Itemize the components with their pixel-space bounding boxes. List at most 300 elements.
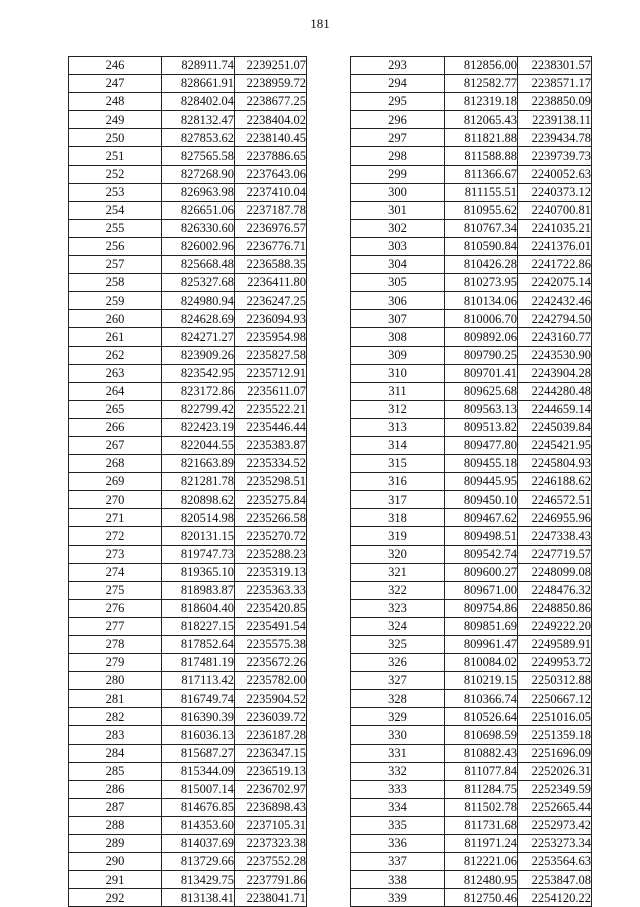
y-coordinate-cell: 2235954.98 xyxy=(235,328,307,346)
y-coordinate-cell: 2244659.14 xyxy=(518,400,592,418)
x-coordinate-cell: 817481.19 xyxy=(162,654,235,672)
x-coordinate-cell: 813429.75 xyxy=(162,871,235,889)
x-coordinate-cell: 824980.94 xyxy=(162,292,235,310)
point-number-cell: 280 xyxy=(69,672,162,690)
x-coordinate-cell: 809563.13 xyxy=(445,400,518,418)
table-row xyxy=(351,545,592,563)
table-row xyxy=(69,654,307,672)
table-row xyxy=(351,871,592,889)
table-row xyxy=(69,165,307,183)
x-coordinate-cell: 809498.51 xyxy=(445,527,518,545)
table-row xyxy=(69,93,307,111)
point-number-cell: 325 xyxy=(351,636,445,654)
point-number-cell: 268 xyxy=(69,455,162,473)
table-row xyxy=(69,418,307,436)
y-coordinate-cell: 2245804.93 xyxy=(518,455,592,473)
y-coordinate-cell: 2252026.31 xyxy=(518,762,592,780)
coordinate-table-left xyxy=(68,56,307,907)
point-number-cell: 313 xyxy=(351,418,445,436)
y-coordinate-cell: 2252973.42 xyxy=(518,816,592,834)
y-coordinate-cell: 2235611.07 xyxy=(235,382,307,400)
y-coordinate-cell: 2235288.23 xyxy=(235,545,307,563)
table-row xyxy=(351,382,592,400)
table-row xyxy=(69,491,307,509)
y-coordinate-cell: 2238677.25 xyxy=(235,93,307,111)
table-row xyxy=(69,237,307,255)
point-number-cell: 317 xyxy=(351,491,445,509)
x-coordinate-cell: 827853.62 xyxy=(162,129,235,147)
x-coordinate-cell: 809455.18 xyxy=(445,455,518,473)
table-row xyxy=(69,400,307,418)
table-row xyxy=(351,256,592,274)
table-row xyxy=(69,636,307,654)
x-coordinate-cell: 821663.89 xyxy=(162,455,235,473)
point-number-cell: 301 xyxy=(351,201,445,219)
x-coordinate-cell: 811821.88 xyxy=(445,129,518,147)
table-row xyxy=(351,780,592,798)
table-row xyxy=(351,726,592,744)
table-row xyxy=(69,816,307,834)
y-coordinate-cell: 2237105.31 xyxy=(235,816,307,834)
x-coordinate-cell: 814037.69 xyxy=(162,835,235,853)
x-coordinate-cell: 810219.15 xyxy=(445,672,518,690)
table-row xyxy=(351,708,592,726)
table-row xyxy=(351,400,592,418)
x-coordinate-cell: 828132.47 xyxy=(162,111,235,129)
y-coordinate-cell: 2245039.84 xyxy=(518,418,592,436)
y-coordinate-cell: 2249953.72 xyxy=(518,654,592,672)
table-row xyxy=(69,599,307,617)
table-row xyxy=(69,455,307,473)
point-number-cell: 304 xyxy=(351,256,445,274)
y-coordinate-cell: 2235270.72 xyxy=(235,527,307,545)
y-coordinate-cell: 2235446.44 xyxy=(235,418,307,436)
point-number-cell: 264 xyxy=(69,382,162,400)
table-row xyxy=(69,183,307,201)
x-coordinate-cell: 820514.98 xyxy=(162,509,235,527)
y-coordinate-cell: 2248850.86 xyxy=(518,599,592,617)
point-number-cell: 328 xyxy=(351,690,445,708)
x-coordinate-cell: 822799.42 xyxy=(162,400,235,418)
x-coordinate-cell: 822423.19 xyxy=(162,418,235,436)
y-coordinate-cell: 2241376.01 xyxy=(518,237,592,255)
y-coordinate-cell: 2235275.84 xyxy=(235,491,307,509)
x-coordinate-cell: 822044.55 xyxy=(162,436,235,454)
table-row xyxy=(351,292,592,310)
x-coordinate-cell: 810426.28 xyxy=(445,256,518,274)
y-coordinate-cell: 2253273.34 xyxy=(518,835,592,853)
y-coordinate-cell: 2235672.26 xyxy=(235,654,307,672)
y-coordinate-cell: 2239434.78 xyxy=(518,129,592,147)
point-number-cell: 262 xyxy=(69,346,162,364)
table-row xyxy=(69,509,307,527)
y-coordinate-cell: 2239138.11 xyxy=(518,111,592,129)
x-coordinate-cell: 811077.84 xyxy=(445,762,518,780)
point-number-cell: 320 xyxy=(351,545,445,563)
table-row xyxy=(69,219,307,237)
y-coordinate-cell: 2236702.97 xyxy=(235,780,307,798)
x-coordinate-cell: 820131.15 xyxy=(162,527,235,545)
table-row xyxy=(351,183,592,201)
y-coordinate-cell: 2251359.18 xyxy=(518,726,592,744)
x-coordinate-cell: 809477.80 xyxy=(445,436,518,454)
point-number-cell: 327 xyxy=(351,672,445,690)
x-coordinate-cell: 816036.13 xyxy=(162,726,235,744)
x-coordinate-cell: 827565.58 xyxy=(162,147,235,165)
x-coordinate-cell: 812319.18 xyxy=(445,93,518,111)
y-coordinate-cell: 2237410.04 xyxy=(235,183,307,201)
y-coordinate-cell: 2235334.52 xyxy=(235,455,307,473)
table-row xyxy=(69,835,307,853)
x-coordinate-cell: 809600.27 xyxy=(445,563,518,581)
table-row xyxy=(351,75,592,93)
point-number-cell: 303 xyxy=(351,237,445,255)
x-coordinate-cell: 828911.74 xyxy=(162,57,235,75)
point-number-cell: 279 xyxy=(69,654,162,672)
point-number-cell: 287 xyxy=(69,798,162,816)
table-row xyxy=(351,129,592,147)
point-number-cell: 310 xyxy=(351,364,445,382)
table-row xyxy=(69,328,307,346)
point-number-cell: 265 xyxy=(69,400,162,418)
table-row xyxy=(69,382,307,400)
x-coordinate-cell: 810698.59 xyxy=(445,726,518,744)
table-row xyxy=(351,491,592,509)
y-coordinate-cell: 2236347.15 xyxy=(235,744,307,762)
point-number-cell: 309 xyxy=(351,346,445,364)
y-coordinate-cell: 2240052.63 xyxy=(518,165,592,183)
x-coordinate-cell: 809851.69 xyxy=(445,617,518,635)
y-coordinate-cell: 2236094.93 xyxy=(235,310,307,328)
point-number-cell: 314 xyxy=(351,436,445,454)
table-row xyxy=(69,111,307,129)
x-coordinate-cell: 818983.87 xyxy=(162,581,235,599)
y-coordinate-cell: 2254120.22 xyxy=(518,889,592,907)
point-number-cell: 256 xyxy=(69,237,162,255)
y-coordinate-cell: 2252349.59 xyxy=(518,780,592,798)
y-coordinate-cell: 2248099.08 xyxy=(518,563,592,581)
point-number-cell: 300 xyxy=(351,183,445,201)
x-coordinate-cell: 810882.43 xyxy=(445,744,518,762)
point-number-cell: 278 xyxy=(69,636,162,654)
point-number-cell: 302 xyxy=(351,219,445,237)
x-coordinate-cell: 819365.10 xyxy=(162,563,235,581)
point-number-cell: 298 xyxy=(351,147,445,165)
table-row xyxy=(351,346,592,364)
x-coordinate-cell: 811284.75 xyxy=(445,780,518,798)
x-coordinate-cell: 811731.68 xyxy=(445,816,518,834)
point-number-cell: 337 xyxy=(351,853,445,871)
table-row xyxy=(69,563,307,581)
x-coordinate-cell: 813729.66 xyxy=(162,853,235,871)
y-coordinate-cell: 2241035.21 xyxy=(518,219,592,237)
y-coordinate-cell: 2248476.32 xyxy=(518,581,592,599)
point-number-cell: 307 xyxy=(351,310,445,328)
y-coordinate-cell: 2250312.88 xyxy=(518,672,592,690)
x-coordinate-cell: 812582.77 xyxy=(445,75,518,93)
y-coordinate-cell: 2247719.57 xyxy=(518,545,592,563)
table-row xyxy=(351,111,592,129)
table-row xyxy=(351,509,592,527)
point-number-cell: 334 xyxy=(351,798,445,816)
point-number-cell: 267 xyxy=(69,436,162,454)
y-coordinate-cell: 2238301.57 xyxy=(518,57,592,75)
table-row xyxy=(351,418,592,436)
x-coordinate-cell: 823909.26 xyxy=(162,346,235,364)
x-coordinate-cell: 809671.00 xyxy=(445,581,518,599)
x-coordinate-cell: 826963.98 xyxy=(162,183,235,201)
x-coordinate-cell: 809754.86 xyxy=(445,599,518,617)
x-coordinate-cell: 814353.60 xyxy=(162,816,235,834)
table-row xyxy=(351,219,592,237)
x-coordinate-cell: 812856.00 xyxy=(445,57,518,75)
point-number-cell: 276 xyxy=(69,599,162,617)
point-number-cell: 253 xyxy=(69,183,162,201)
x-coordinate-cell: 816749.74 xyxy=(162,690,235,708)
y-coordinate-cell: 2235420.85 xyxy=(235,599,307,617)
table-row xyxy=(351,636,592,654)
table-row xyxy=(351,690,592,708)
y-coordinate-cell: 2251016.05 xyxy=(518,708,592,726)
y-coordinate-cell: 2236247.25 xyxy=(235,292,307,310)
x-coordinate-cell: 817852.64 xyxy=(162,636,235,654)
point-number-cell: 321 xyxy=(351,563,445,581)
point-number-cell: 272 xyxy=(69,527,162,545)
y-coordinate-cell: 2242794.50 xyxy=(518,310,592,328)
point-number-cell: 319 xyxy=(351,527,445,545)
y-coordinate-cell: 2241722.86 xyxy=(518,256,592,274)
point-number-cell: 312 xyxy=(351,400,445,418)
x-coordinate-cell: 811155.51 xyxy=(445,183,518,201)
table-row xyxy=(69,708,307,726)
y-coordinate-cell: 2235712.91 xyxy=(235,364,307,382)
table-row xyxy=(69,147,307,165)
point-number-cell: 285 xyxy=(69,762,162,780)
y-coordinate-cell: 2250667.12 xyxy=(518,690,592,708)
y-coordinate-cell: 2251696.09 xyxy=(518,744,592,762)
y-coordinate-cell: 2238850.09 xyxy=(518,93,592,111)
table-row xyxy=(69,690,307,708)
y-coordinate-cell: 2243904.28 xyxy=(518,364,592,382)
table-row xyxy=(351,473,592,491)
x-coordinate-cell: 815344.09 xyxy=(162,762,235,780)
point-number-cell: 284 xyxy=(69,744,162,762)
y-coordinate-cell: 2236039.72 xyxy=(235,708,307,726)
x-coordinate-cell: 809701.41 xyxy=(445,364,518,382)
y-coordinate-cell: 2237552.28 xyxy=(235,853,307,871)
table-row xyxy=(351,310,592,328)
table-row xyxy=(351,237,592,255)
x-coordinate-cell: 810366.74 xyxy=(445,690,518,708)
table-row xyxy=(351,581,592,599)
table-row xyxy=(69,364,307,382)
table-row xyxy=(69,201,307,219)
point-number-cell: 318 xyxy=(351,509,445,527)
point-number-cell: 289 xyxy=(69,835,162,853)
x-coordinate-cell: 814676.85 xyxy=(162,798,235,816)
x-coordinate-cell: 826651.06 xyxy=(162,201,235,219)
point-number-cell: 329 xyxy=(351,708,445,726)
table-row xyxy=(69,672,307,690)
table-row xyxy=(351,672,592,690)
y-coordinate-cell: 2236776.71 xyxy=(235,237,307,255)
y-coordinate-cell: 2235827.58 xyxy=(235,346,307,364)
table-row xyxy=(69,57,307,75)
point-number-cell: 316 xyxy=(351,473,445,491)
point-number-cell: 263 xyxy=(69,364,162,382)
table-row xyxy=(69,853,307,871)
table-row xyxy=(351,57,592,75)
x-coordinate-cell: 825668.48 xyxy=(162,256,235,274)
y-coordinate-cell: 2249589.91 xyxy=(518,636,592,654)
point-number-cell: 266 xyxy=(69,418,162,436)
point-number-cell: 291 xyxy=(69,871,162,889)
x-coordinate-cell: 821281.78 xyxy=(162,473,235,491)
table-row xyxy=(69,129,307,147)
coordinate-table-right xyxy=(350,56,592,907)
point-number-cell: 288 xyxy=(69,816,162,834)
x-coordinate-cell: 810273.95 xyxy=(445,274,518,292)
x-coordinate-cell: 810526.64 xyxy=(445,708,518,726)
point-number-cell: 323 xyxy=(351,599,445,617)
x-coordinate-cell: 811502.78 xyxy=(445,798,518,816)
point-number-cell: 305 xyxy=(351,274,445,292)
y-coordinate-cell: 2238140.45 xyxy=(235,129,307,147)
y-coordinate-cell: 2236976.57 xyxy=(235,219,307,237)
x-coordinate-cell: 809961.47 xyxy=(445,636,518,654)
x-coordinate-cell: 809445.95 xyxy=(445,473,518,491)
x-coordinate-cell: 824628.69 xyxy=(162,310,235,328)
point-number-cell: 254 xyxy=(69,201,162,219)
y-coordinate-cell: 2236588.35 xyxy=(235,256,307,274)
point-number-cell: 248 xyxy=(69,93,162,111)
point-number-cell: 282 xyxy=(69,708,162,726)
point-number-cell: 335 xyxy=(351,816,445,834)
x-coordinate-cell: 811588.88 xyxy=(445,147,518,165)
y-coordinate-cell: 2243530.90 xyxy=(518,346,592,364)
y-coordinate-cell: 2237886.65 xyxy=(235,147,307,165)
y-coordinate-cell: 2235904.52 xyxy=(235,690,307,708)
point-number-cell: 260 xyxy=(69,310,162,328)
table-row xyxy=(69,274,307,292)
table-row xyxy=(69,871,307,889)
point-number-cell: 332 xyxy=(351,762,445,780)
y-coordinate-cell: 2237791.86 xyxy=(235,871,307,889)
y-coordinate-cell: 2235298.51 xyxy=(235,473,307,491)
x-coordinate-cell: 818604.40 xyxy=(162,599,235,617)
point-number-cell: 330 xyxy=(351,726,445,744)
point-number-cell: 326 xyxy=(351,654,445,672)
x-coordinate-cell: 826330.60 xyxy=(162,219,235,237)
y-coordinate-cell: 2236898.43 xyxy=(235,798,307,816)
y-coordinate-cell: 2238571.17 xyxy=(518,75,592,93)
table-row xyxy=(351,93,592,111)
x-coordinate-cell: 809790.25 xyxy=(445,346,518,364)
point-number-cell: 308 xyxy=(351,328,445,346)
y-coordinate-cell: 2239251.07 xyxy=(235,57,307,75)
table-row xyxy=(351,147,592,165)
point-number-cell: 246 xyxy=(69,57,162,75)
x-coordinate-cell: 828661.91 xyxy=(162,75,235,93)
point-number-cell: 250 xyxy=(69,129,162,147)
x-coordinate-cell: 812750.46 xyxy=(445,889,518,907)
point-number-cell: 249 xyxy=(69,111,162,129)
x-coordinate-cell: 818227.15 xyxy=(162,617,235,635)
table-row xyxy=(351,328,592,346)
y-coordinate-cell: 2244280.48 xyxy=(518,382,592,400)
point-number-cell: 275 xyxy=(69,581,162,599)
x-coordinate-cell: 823542.95 xyxy=(162,364,235,382)
point-number-cell: 251 xyxy=(69,147,162,165)
point-number-cell: 333 xyxy=(351,780,445,798)
table-row xyxy=(351,654,592,672)
point-number-cell: 306 xyxy=(351,292,445,310)
page-number: 181 xyxy=(310,16,330,31)
x-coordinate-cell: 810084.02 xyxy=(445,654,518,672)
y-coordinate-cell: 2246572.51 xyxy=(518,491,592,509)
x-coordinate-cell: 823172.86 xyxy=(162,382,235,400)
point-number-cell: 255 xyxy=(69,219,162,237)
point-number-cell: 273 xyxy=(69,545,162,563)
x-coordinate-cell: 810955.62 xyxy=(445,201,518,219)
y-coordinate-cell: 2238404.02 xyxy=(235,111,307,129)
table-row xyxy=(69,545,307,563)
table-row xyxy=(69,310,307,328)
y-coordinate-cell: 2247338.43 xyxy=(518,527,592,545)
y-coordinate-cell: 2235522.21 xyxy=(235,400,307,418)
table-row xyxy=(69,780,307,798)
y-coordinate-cell: 2236411.80 xyxy=(235,274,307,292)
y-coordinate-cell: 2246955.96 xyxy=(518,509,592,527)
y-coordinate-cell: 2252665.44 xyxy=(518,798,592,816)
x-coordinate-cell: 809467.62 xyxy=(445,509,518,527)
point-number-cell: 277 xyxy=(69,617,162,635)
point-number-cell: 247 xyxy=(69,75,162,93)
point-number-cell: 258 xyxy=(69,274,162,292)
point-number-cell: 311 xyxy=(351,382,445,400)
y-coordinate-cell: 2236519.13 xyxy=(235,762,307,780)
point-number-cell: 292 xyxy=(69,889,162,907)
y-coordinate-cell: 2236187.28 xyxy=(235,726,307,744)
x-coordinate-cell: 812065.43 xyxy=(445,111,518,129)
point-number-cell: 283 xyxy=(69,726,162,744)
point-number-cell: 290 xyxy=(69,853,162,871)
x-coordinate-cell: 820898.62 xyxy=(162,491,235,509)
x-coordinate-cell: 811971.24 xyxy=(445,835,518,853)
point-number-cell: 322 xyxy=(351,581,445,599)
table-row xyxy=(351,455,592,473)
table-row xyxy=(69,473,307,491)
table-row xyxy=(69,617,307,635)
point-number-cell: 257 xyxy=(69,256,162,274)
table-row xyxy=(69,527,307,545)
table-row xyxy=(69,436,307,454)
y-coordinate-cell: 2253847.08 xyxy=(518,871,592,889)
y-coordinate-cell: 2246188.62 xyxy=(518,473,592,491)
point-number-cell: 271 xyxy=(69,509,162,527)
y-coordinate-cell: 2253564.63 xyxy=(518,853,592,871)
y-coordinate-cell: 2245421.95 xyxy=(518,436,592,454)
table-row xyxy=(351,527,592,545)
table-row xyxy=(69,889,307,907)
y-coordinate-cell: 2249222.20 xyxy=(518,617,592,635)
y-coordinate-cell: 2240373.12 xyxy=(518,183,592,201)
x-coordinate-cell: 827268.90 xyxy=(162,165,235,183)
table-row xyxy=(69,744,307,762)
y-coordinate-cell: 2238959.72 xyxy=(235,75,307,93)
x-coordinate-cell: 811366.67 xyxy=(445,165,518,183)
x-coordinate-cell: 809625.68 xyxy=(445,382,518,400)
